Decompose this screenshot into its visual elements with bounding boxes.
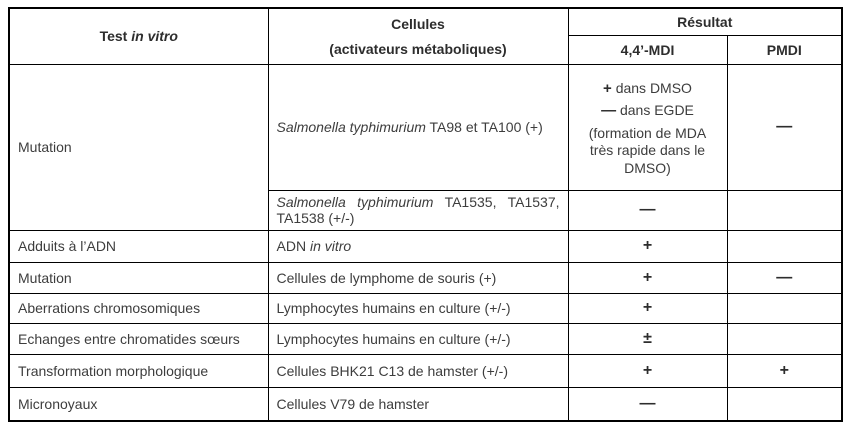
mdi-note: (formation de MDA très rapide dans le DMSO) [588,124,707,176]
cellules-cell: Cellules BHK21 C13 de hamster (+/-) [268,354,568,387]
pmdi-result-cell: — [727,64,842,190]
pmdi-result-cell: + [727,354,842,387]
mdi-dmso-line [573,80,723,97]
minus-sign: — [601,101,617,119]
cellules-strains: TA98 et TA100 (+) [429,119,543,135]
mdi-result-cell: ± [568,323,727,354]
cellules-cell: Cellules de lymphome de souris (+) [268,262,568,293]
test-cell: Mutation [9,262,268,293]
test-cell: Mutation [9,64,268,230]
pmdi-result-cell [727,293,842,323]
cellules-cell [268,230,568,262]
table-row-adduits-adn [9,230,842,262]
table-row-mutation-salmonella-1 [9,64,842,190]
test-cell: Micronoyaux [9,387,268,421]
col-header-cellules [268,8,568,64]
mdi-result-cell: — [568,190,727,230]
plus-sign: + [603,79,612,97]
test-cell: Echanges entre chromatides sœurs [9,323,268,354]
pmdi-result-cell: — [727,262,842,293]
genotoxicity-results-table [8,7,843,422]
test-cell: Aberrations chromosomiques [9,293,268,323]
species-name: Salmonella typhimurium [276,119,426,135]
cellules-strains: TA1535, TA1537, TA1538 (+/-) [276,194,560,226]
header-test-italic: in vitro [131,28,178,45]
test-cell: Adduits à l’ADN [9,230,268,262]
cellules-cell [268,64,568,190]
col-header-pmdi: PMDI [727,35,842,64]
mdi-result-cell: + [568,354,727,387]
mdi-result-cell: + [568,262,727,293]
col-header-resultat: Résultat [568,8,842,35]
pmdi-result-cell [727,190,842,230]
pmdi-result-cell [727,323,842,354]
table-row-micronoyaux [9,387,842,421]
pmdi-result-cell [727,387,842,421]
header-cellules-line2: (activateurs métaboliques) [329,40,507,57]
header-test-label: Test [99,28,128,45]
table-row-echanges-chromatides [9,323,842,354]
cellules-cell [268,190,568,230]
cellules-cell: Lymphocytes humains en culture (+/-) [268,323,568,354]
col-header-mdi: 4,4’-MDI [568,35,727,64]
header-row-1 [9,8,842,35]
test-cell: Transformation morphologique [9,354,268,387]
table-row-aberrations [9,293,842,323]
col-header-test [9,8,268,64]
cellules-italic: in vitro [309,238,352,254]
mdi-result-cell: + [568,230,727,262]
cellules-cell: Lymphocytes humains en culture (+/-) [268,293,568,323]
header-cellules-line1: Cellules [391,15,445,32]
species-name: Salmonella typhimurium [276,194,434,210]
mdi-result-cell: + [568,293,727,323]
mdi-egde-line [573,102,723,119]
cellules-prefix: ADN [276,238,307,254]
mdi-dmso-text: dans DMSO [615,79,692,96]
pmdi-result-cell [727,230,842,262]
table-row-transformation [9,354,842,387]
mdi-result-cell [568,64,727,190]
mdi-result-cell: — [568,387,727,421]
mdi-egde-text: dans EGDE [619,101,694,118]
cellules-cell: Cellules V79 de hamster [268,387,568,421]
table-row-mutation-lymphome [9,262,842,293]
